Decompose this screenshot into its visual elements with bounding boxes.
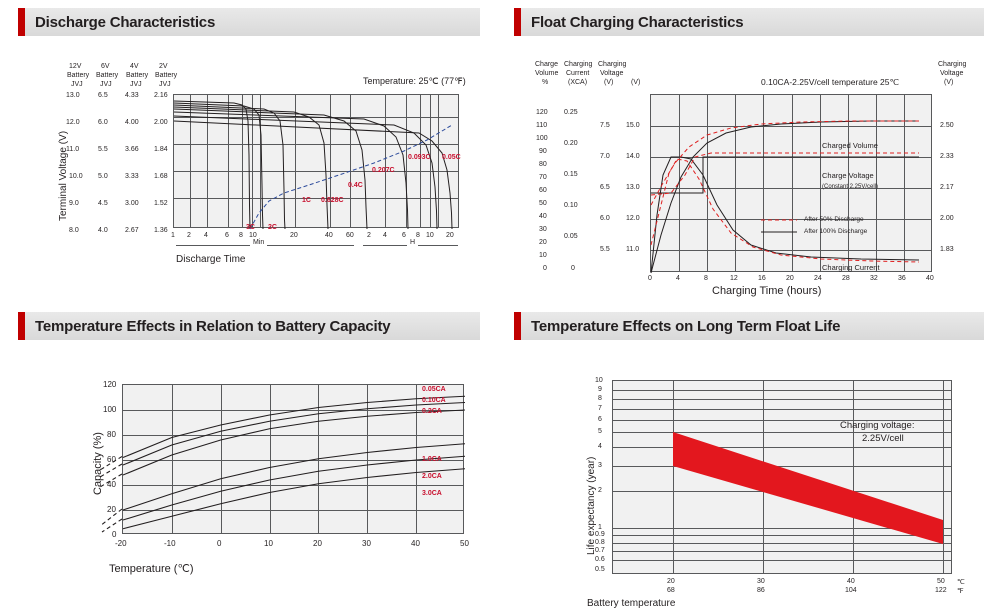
y-group-4v-l1: 4V [130, 63, 139, 70]
cc-tick-0: 0.25 [564, 109, 578, 116]
tc-series-label-5: 3.0CA [422, 490, 442, 497]
cv-tick-4: 80 [539, 161, 547, 168]
tl-y-tick-2: 8 [598, 395, 602, 402]
templife-plot-area [612, 380, 952, 574]
float-axis-head-cv-2: Volume [535, 70, 559, 77]
tl-x-tick-c-3: 50 [937, 578, 945, 585]
vl-tick-3: 6.0 [600, 215, 610, 222]
tl-y-tick-7: 3 [598, 462, 602, 469]
float-x-tick-9: 36 [898, 275, 906, 282]
tl-y-tick-9: 1 [598, 524, 602, 531]
panel-discharge-title: Discharge Characteristics [35, 13, 216, 31]
curve-label-0093c: 0.093C [408, 154, 431, 161]
y-group-2v-l1: 2V [159, 63, 168, 70]
float-axis-head-cvolt-3: (V) [604, 79, 614, 86]
float-curve-label-voltage: Charge Voltage [822, 171, 874, 180]
y-tick-12v-0: 13.0 [66, 92, 80, 99]
vl-tick-4: 5.5 [600, 246, 610, 253]
panel-tempcap-title: Temperature Effects in Relation to Battery Capacity [35, 317, 391, 335]
cv-tick-8: 40 [539, 213, 547, 220]
y-group-12v-l2: Battery [67, 72, 90, 79]
cv-tick-0: 120 [536, 109, 548, 116]
float-curve-label-voltage-note: (Constant 2.25V/cell) [822, 184, 879, 190]
tl-x-tick-f-2: 104 [845, 587, 857, 594]
float-axis-head-cvolt-2: Voltage [600, 70, 624, 77]
tl-x-tick-f-3: 122 [935, 587, 947, 594]
cv-tick-11: 10 [539, 252, 547, 259]
tl-y-tick-11: 0.8 [595, 539, 605, 546]
float-x-axis-title: Charging Time (hours) [712, 285, 822, 297]
vm-tick-0: 15.0 [626, 122, 640, 129]
vm-tick-2: 13.0 [626, 184, 640, 191]
y-tick-2v-5: 1.36 [154, 227, 168, 234]
float-plot-area [650, 94, 932, 272]
float-x-tick-4: 16 [758, 275, 766, 282]
y-tick-6v-0: 6.5 [98, 92, 108, 99]
tc-y-tick-3: 60 [107, 455, 116, 464]
y-tick-12v-2: 11.0 [66, 146, 80, 153]
panel-float [514, 8, 984, 297]
panel-float-header [514, 8, 984, 36]
y-group-6v-l1: 6V [101, 63, 110, 70]
tc-series-label-0: 0.05CA [422, 386, 446, 393]
tc-x-tick-3: 10 [264, 539, 273, 548]
float-x-tick-10: 40 [926, 275, 934, 282]
y-tick-4v-0: 4.33 [125, 92, 139, 99]
templife-annotation-line1: Charging voltage: [840, 420, 915, 431]
tc-x-tick-5: 30 [362, 539, 371, 548]
y-tick-4v-4: 3.00 [125, 200, 139, 207]
templife-band [613, 381, 953, 575]
float-axis-head-cv-3: % [542, 79, 549, 86]
tl-x-tick-c-1: 30 [757, 578, 765, 585]
tl-x-tick-f-0: 68 [667, 587, 675, 594]
panel-tempcap [18, 312, 480, 587]
tl-y-tick-10: 0.9 [595, 531, 605, 538]
vl-tick-1: 7.0 [600, 153, 610, 160]
cc-tick-2: 0.15 [564, 171, 578, 178]
y-tick-12v-1: 12.0 [66, 119, 80, 126]
discharge-chart [18, 36, 480, 288]
cv-tick-3: 90 [539, 148, 547, 155]
y-tick-2v-0: 2.16 [154, 92, 168, 99]
tc-x-tick-1: -10 [164, 539, 176, 548]
tl-y-tick-4: 6 [598, 416, 602, 423]
curve-label-0628c: 0.628C [321, 197, 344, 204]
templife-y-axis-title: Life expectancy (year) [586, 456, 597, 555]
y-tick-2v-4: 1.52 [154, 200, 168, 207]
tl-y-tick-1: 9 [598, 386, 602, 393]
curve-label-005c: 0.05C [442, 154, 461, 161]
y-tick-12v-4: 9.0 [69, 200, 79, 207]
tc-series-label-4: 2.0CA [422, 473, 442, 480]
tc-series-label-2: 0.2CA [422, 408, 442, 415]
curve-label-2c: 2C [268, 224, 277, 231]
y-tick-6v-2: 5.5 [98, 146, 108, 153]
x-tick-min-0: 1 [171, 232, 175, 239]
y-tick-4v-1: 4.00 [125, 119, 139, 126]
float-axis-head-cc-2: Current [566, 70, 590, 77]
float-axis-head-rv-1: Charging [938, 61, 967, 68]
tempcap-dashed-extensions [92, 384, 122, 534]
x-tick-h-1: 4 [383, 232, 387, 239]
tempcap-y-axis-title: Capacity (%) [92, 432, 104, 495]
tl-y-tick-3: 7 [598, 405, 602, 412]
discharge-curves [174, 95, 460, 229]
templife-x-axis-title: Battery temperature [587, 598, 676, 609]
cv-tick-2: 100 [536, 135, 548, 142]
y-group-2v-l3: JVJ [159, 81, 171, 88]
x-group-label-h: H [407, 239, 418, 246]
cv-tick-1: 110 [536, 122, 548, 129]
y-tick-6v-3: 5.0 [98, 173, 108, 180]
templife-chart [514, 340, 984, 609]
x-tick-min-1: 2 [187, 232, 191, 239]
discharge-plot-area [173, 94, 459, 228]
float-x-tick-2: 8 [704, 275, 708, 282]
tc-y-tick-6: 0 [112, 530, 117, 539]
tl-y-tick-0: 10 [595, 377, 603, 384]
panel-templife-header [514, 312, 984, 340]
float-legend-0: After 50% Discharge [804, 216, 864, 223]
tc-x-tick-2: 0 [217, 539, 222, 548]
tc-x-tick-0: -20 [115, 539, 127, 548]
y-tick-12v-3: 10.0 [69, 173, 83, 180]
discharge-x-axis-title: Discharge Time [176, 254, 246, 265]
float-x-tick-0: 0 [648, 275, 652, 282]
tc-x-tick-6: 40 [411, 539, 420, 548]
x-tick-h-3: 8 [416, 232, 420, 239]
tempcap-plot-area [122, 384, 464, 534]
float-axis-head-rv-3: (V) [944, 79, 954, 86]
x-tick-min-8: 60 [346, 232, 354, 239]
tempcap-x-axis-title: Temperature (℃) [109, 563, 194, 575]
y-group-4v-l3: JVJ [130, 81, 142, 88]
x-tick-h-5: 20 [446, 232, 454, 239]
y-tick-2v-3: 1.68 [154, 173, 168, 180]
tc-y-tick-5: 20 [107, 505, 116, 514]
panel-discharge [18, 8, 480, 288]
vr-tick-0: 2.50 [940, 122, 954, 129]
cc-tick-1: 0.20 [564, 140, 578, 147]
tc-series-label-1: 0.10CA [422, 397, 446, 404]
float-legend-lines [761, 216, 801, 240]
x-tick-min-2: 4 [204, 232, 208, 239]
y-group-4v-l2: Battery [126, 72, 149, 79]
vr-tick-4: 1.83 [940, 246, 954, 253]
tc-y-tick-4: 40 [107, 480, 116, 489]
y-group-2v-l2: Battery [155, 72, 178, 79]
x-tick-h-0: 2 [367, 232, 371, 239]
y-group-12v-l1: 12V [69, 63, 82, 70]
panel-float-title: Float Charging Characteristics [531, 13, 744, 31]
discharge-y-axis-title: Terminal Voltage (V) [58, 130, 69, 221]
float-x-tick-3: 12 [730, 275, 738, 282]
y-tick-6v-5: 4.0 [98, 227, 108, 234]
vr-tick-2: 2.17 [940, 184, 954, 191]
tc-y-tick-0: 120 [103, 380, 117, 389]
cv-tick-12: 0 [543, 265, 547, 272]
panel-tempcap-header [18, 312, 480, 340]
vl-tick-2: 6.5 [600, 184, 610, 191]
panel-discharge-header [18, 8, 480, 36]
cv-tick-6: 60 [539, 187, 547, 194]
tl-y-tick-6: 4 [598, 443, 602, 450]
float-legend-1: After 100% Discharge [804, 228, 868, 235]
x-tick-min-4: 8 [239, 232, 243, 239]
curve-label-3c: 3C [246, 224, 255, 231]
tl-x-tick-c-2: 40 [847, 578, 855, 585]
float-curve-label-volume: Charged Volume [822, 141, 878, 150]
float-curves [651, 95, 933, 273]
vr-tick-1: 2.33 [940, 153, 954, 160]
float-axis-head-cc-1: Charging [564, 61, 593, 68]
cc-tick-3: 0.10 [564, 202, 578, 209]
tl-x-tick-f-1: 86 [757, 587, 765, 594]
x-tick-min-5: 10 [249, 232, 257, 239]
tempcap-curves [123, 385, 465, 535]
float-x-tick-7: 28 [842, 275, 850, 282]
y-tick-2v-2: 1.84 [154, 146, 168, 153]
panel-templife [514, 312, 984, 609]
vm-tick-4: 11.0 [626, 246, 640, 253]
float-x-tick-6: 24 [814, 275, 822, 282]
vm-tick-3: 12.0 [626, 215, 640, 222]
tc-y-tick-1: 100 [103, 405, 117, 414]
tl-y-tick-5: 5 [598, 428, 602, 435]
float-x-tick-5: 20 [786, 275, 794, 282]
vl-tick-0: 7.5 [600, 122, 610, 129]
tl-y-tick-14: 0.5 [595, 566, 605, 573]
y-tick-12v-5: 8.0 [69, 227, 79, 234]
tc-y-tick-2: 80 [107, 430, 116, 439]
cc-tick-5: 0 [571, 265, 575, 272]
y-group-6v-l3: JVJ [100, 81, 112, 88]
y-tick-4v-5: 2.67 [125, 227, 139, 234]
panel-templife-title: Temperature Effects on Long Term Float Life [531, 317, 841, 335]
float-curve-label-current: Charging Current [822, 263, 880, 272]
templife-annotation-line2: 2.25V/cell [862, 433, 904, 444]
y-group-6v-l2: Battery [96, 72, 119, 79]
cv-tick-10: 20 [539, 239, 547, 246]
x-tick-min-6: 20 [290, 232, 298, 239]
y-group-12v-l3: JVJ [71, 81, 83, 88]
tempcap-chart [18, 340, 480, 587]
x-tick-h-2: 6 [402, 232, 406, 239]
tc-x-tick-7: 50 [460, 539, 469, 548]
y-tick-4v-2: 3.66 [125, 146, 139, 153]
float-x-tick-8: 32 [870, 275, 878, 282]
y-tick-6v-4: 4.5 [98, 200, 108, 207]
cv-tick-7: 50 [539, 200, 547, 207]
tc-x-tick-4: 20 [313, 539, 322, 548]
y-tick-2v-1: 2.00 [154, 119, 168, 126]
y-tick-4v-3: 3.33 [125, 173, 139, 180]
float-axis-head-cc-3: (XCA) [568, 79, 588, 86]
float-axis-head-cvolt-1: Charging [598, 61, 627, 68]
cv-tick-5: 70 [539, 174, 547, 181]
tl-x-unit-c: ℃ [957, 579, 965, 586]
y-tick-6v-1: 6.0 [98, 119, 108, 126]
tc-series-label-3: 1.0CA [422, 456, 442, 463]
curve-label-1c: 1C [302, 197, 311, 204]
vm-tick-1: 14.0 [626, 153, 640, 160]
x-tick-min-7: 40 [325, 232, 333, 239]
x-group-label-min: Min [250, 239, 267, 246]
vr-tick-3: 2.00 [940, 215, 954, 222]
tl-x-unit-f: ℉ [957, 588, 964, 595]
float-axis-head-v: (V) [631, 79, 641, 86]
float-chart [514, 36, 984, 297]
cv-tick-9: 30 [539, 226, 547, 233]
tl-y-tick-8: 2 [598, 487, 602, 494]
tl-x-tick-c-0: 20 [667, 578, 675, 585]
discharge-annotation: Temperature: 25℃ (77℉) [363, 76, 466, 86]
x-tick-min-3: 6 [225, 232, 229, 239]
x-tick-h-4: 10 [426, 232, 434, 239]
tl-y-tick-13: 0.6 [595, 556, 605, 563]
tl-y-tick-12: 0.7 [595, 547, 605, 554]
float-annotation: 0.10CA-2.25V/cell temperature 25℃ [761, 77, 900, 87]
cc-tick-4: 0.05 [564, 233, 578, 240]
float-axis-head-cv-1: Charge [535, 61, 558, 68]
curve-label-0207c: 0.207C [372, 167, 395, 174]
curve-label-04c: 0.4C [348, 182, 363, 189]
float-x-tick-1: 4 [676, 275, 680, 282]
float-axis-head-rv-2: Voltage [940, 70, 964, 77]
